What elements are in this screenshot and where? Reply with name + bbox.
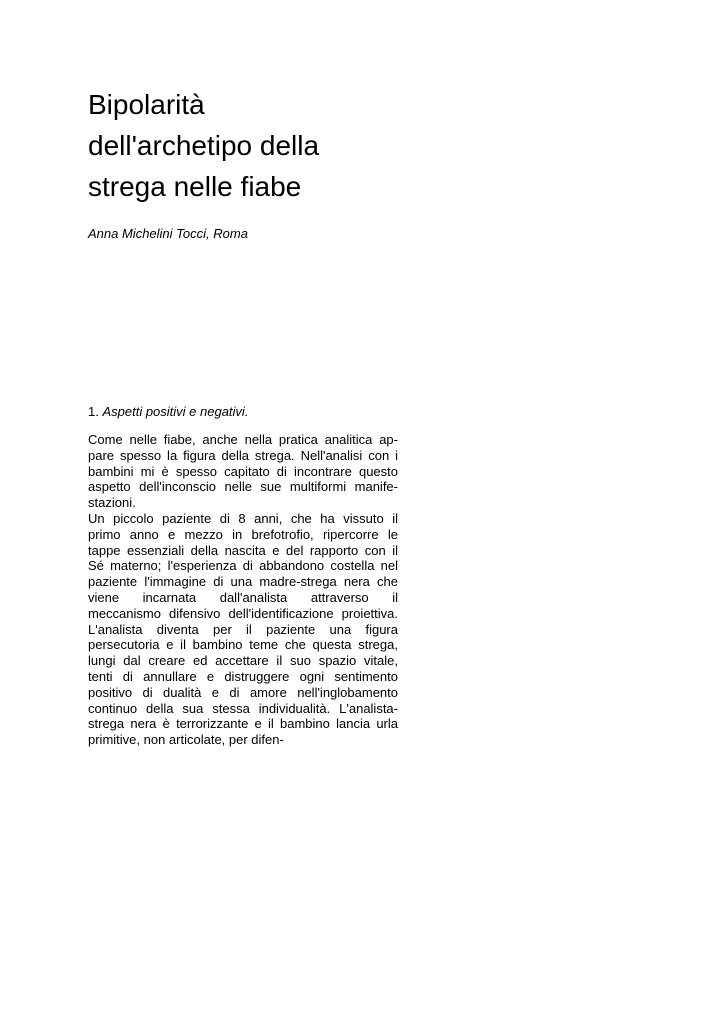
body-line: pare spesso la figura della strega. Nell'analisi con i <box>88 447 398 463</box>
section-heading <box>88 404 248 420</box>
body-line: primitive, non articolate, per difen- <box>88 732 284 748</box>
body-line: viene incarnata dall'analista attraverso il <box>88 589 398 605</box>
section-number: 1. <box>88 404 99 419</box>
body-paragraph <box>88 432 398 748</box>
section-title: Aspetti positivi e negativi. <box>102 404 249 419</box>
body-line: bambini mi è spesso capitato di incontrare questo <box>88 463 398 479</box>
body-line: Come nelle fiabe, anche nella pratica analitica ap- <box>88 432 398 447</box>
author-line: Anna Michelini Tocci, Roma <box>88 226 248 241</box>
body-line: continuo della sua stessa individualità. L'analista- <box>88 700 398 716</box>
body-line: stazioni. <box>88 495 136 511</box>
body-line: positivo di dualità e di amore nell'inglobamento <box>88 684 398 700</box>
body-line: strega nera è terrorizzante e il bambino lancia urla <box>88 716 398 732</box>
title-line-2: dell'archetipo della <box>88 130 320 161</box>
body-line: Sé materno; l'esperienza di abbandono costella nel <box>88 558 398 574</box>
body-line: lungi dal creare ed accettare il suo spazio vitale, <box>88 653 398 669</box>
title-line-1: Bipolarità <box>88 89 205 120</box>
body-line: tenti di annullare e distruggere ogni sentimento <box>88 668 398 684</box>
body-line: aspetto dell'inconscio nelle sue multiformi manife- <box>88 479 398 495</box>
body-line: persecutoria e il bambino teme che questa strega, <box>88 637 398 653</box>
body-line: paziente l'immagine di una madre-strega nera che <box>88 574 398 590</box>
title-line-3: strega nelle fiabe <box>88 171 302 202</box>
body-line: L'analista diventa per il paziente una figura <box>88 621 398 637</box>
article-title <box>88 84 488 207</box>
body-line: primo anno e mezzo in brefotrofio, ripercorre le <box>88 526 398 542</box>
body-line: meccanismo difensivo dell'identificazione proiettiva. <box>88 605 398 621</box>
body-line: Un piccolo paziente di 8 anni, che ha vissuto il <box>88 510 398 526</box>
body-line: tappe essenziali della nascita e del rapporto con il <box>88 542 398 558</box>
